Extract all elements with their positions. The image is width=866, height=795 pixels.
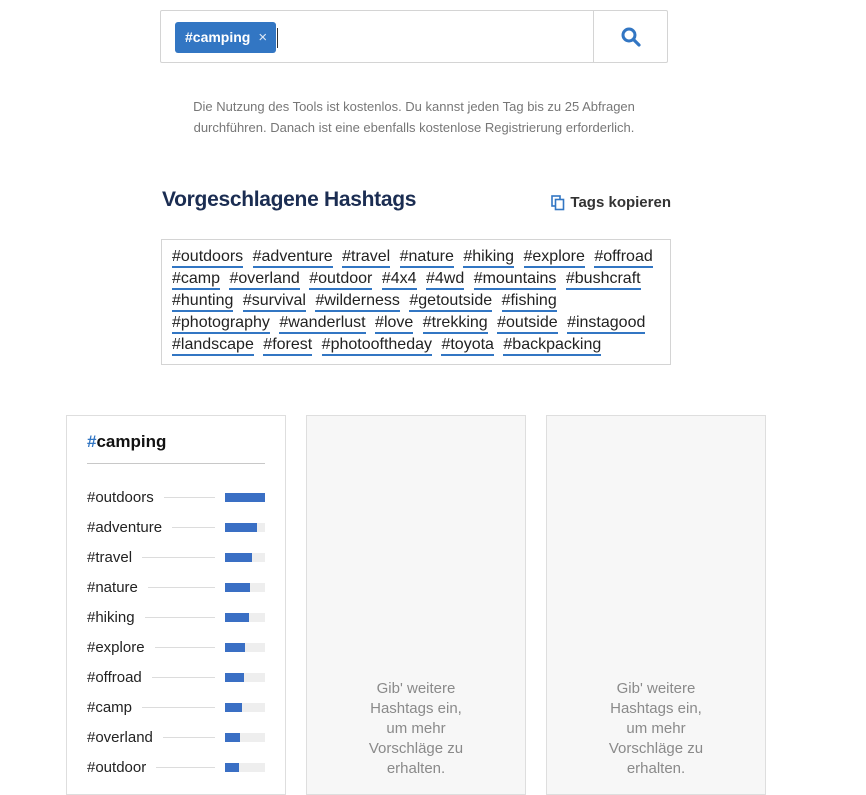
suggested-tag[interactable]: #backpacking	[503, 336, 601, 356]
popularity-bar	[225, 613, 265, 622]
related-hashtag-row[interactable]	[87, 512, 265, 542]
suggested-tag[interactable]: #hiking	[463, 248, 514, 268]
suggested-tag[interactable]: #nature	[400, 248, 454, 268]
row-leader-line	[163, 737, 215, 738]
popularity-bar	[225, 493, 265, 502]
card-divider	[87, 463, 265, 464]
usage-notice: Die Nutzung des Tools ist kostenlos. Du kannst jeden Tag bis zu 25 Abfragen durchführen. Danach ist eine ebenfalls kostenlose Registrierung erforderlich.	[193, 99, 635, 135]
popularity-bar	[225, 523, 265, 532]
popularity-bar-fill	[225, 613, 249, 622]
related-hashtag-label: #nature	[87, 578, 138, 596]
row-leader-line	[164, 497, 215, 498]
related-hashtag-label: #hiking	[87, 608, 135, 626]
suggested-tag[interactable]: #wilderness	[315, 292, 399, 312]
related-hashtag-list	[87, 482, 265, 782]
copy-tags-label: Tags kopieren	[570, 194, 671, 211]
row-leader-line	[148, 587, 215, 588]
suggested-tag[interactable]: #forest	[263, 336, 312, 356]
suggested-tag[interactable]: #fishing	[502, 292, 557, 312]
related-hashtag-row[interactable]	[87, 632, 265, 662]
related-hashtag-row[interactable]	[87, 752, 265, 782]
suggested-tag[interactable]: #overland	[229, 270, 299, 290]
suggested-tag[interactable]: #adventure	[253, 248, 333, 268]
popularity-bar-fill	[225, 553, 252, 562]
empty-text-line: um mehr	[626, 720, 686, 737]
suggested-tag[interactable]: #explore	[524, 248, 585, 268]
empty-text-line: Vorschläge zu	[608, 740, 704, 757]
related-hashtag-row[interactable]	[87, 722, 265, 752]
hashtag-result-card	[66, 415, 286, 795]
empty-card	[546, 415, 766, 795]
copy-icon	[551, 195, 565, 211]
related-hashtag-label: #travel	[87, 548, 133, 566]
popularity-bar-fill	[225, 673, 244, 682]
related-hashtag-row[interactable]	[87, 692, 265, 722]
popularity-bar-fill	[225, 643, 245, 652]
empty-text-line: Hashtags ein,	[370, 700, 462, 717]
suggested-tag[interactable]: #mountains	[474, 270, 557, 290]
empty-text-line: Gib' weitere	[376, 680, 456, 697]
search-button[interactable]	[593, 11, 667, 62]
popularity-bar	[225, 643, 265, 652]
suggested-tag[interactable]: #wanderlust	[279, 314, 365, 334]
empty-text-line: Hashtags ein,	[610, 700, 702, 717]
row-leader-line	[142, 707, 215, 708]
related-hashtag-row[interactable]	[87, 602, 265, 632]
popularity-bar	[225, 673, 265, 682]
popularity-bar	[225, 553, 265, 562]
empty-card	[306, 415, 526, 795]
suggested-tag[interactable]: #offroad	[594, 248, 652, 268]
hashtag-chip[interactable]	[175, 22, 276, 53]
suggested-tag[interactable]: #4x4	[382, 270, 417, 290]
search-input[interactable]	[281, 21, 585, 55]
row-leader-line	[142, 557, 215, 558]
popularity-bar-fill	[225, 763, 239, 772]
suggested-tag[interactable]: #photooftheday	[322, 336, 432, 356]
suggested-tag[interactable]: #outside	[497, 314, 558, 334]
popularity-bar-fill	[225, 493, 265, 502]
suggested-tag[interactable]: #travel	[342, 248, 390, 268]
related-hashtag-label: #explore	[87, 638, 145, 656]
suggested-tags-box	[161, 239, 671, 365]
suggested-tag[interactable]: #outdoor	[309, 270, 372, 290]
popularity-bar-fill	[225, 703, 242, 712]
card-title	[87, 432, 166, 452]
suggested-tag[interactable]: #outdoors	[172, 248, 243, 268]
popularity-bar-fill	[225, 523, 257, 532]
empty-card-text	[307, 679, 525, 779]
suggested-tag[interactable]: #getoutside	[409, 292, 492, 312]
empty-card-text	[547, 679, 765, 779]
row-leader-line	[172, 527, 215, 528]
suggested-tag[interactable]: #camp	[172, 270, 220, 290]
popularity-bar-fill	[225, 733, 240, 742]
empty-text-line: erhalten.	[386, 760, 446, 777]
suggested-tag[interactable]: #bushcraft	[566, 270, 641, 290]
popularity-bar-fill	[225, 583, 250, 592]
empty-text-line: Vorschläge zu	[368, 740, 464, 757]
empty-text-line: Gib' weitere	[616, 680, 696, 697]
popularity-bar	[225, 763, 265, 772]
chip-remove-icon[interactable]: ×	[258, 29, 268, 46]
suggested-tag[interactable]: #landscape	[172, 336, 254, 356]
related-hashtag-label: #camp	[87, 698, 133, 716]
copy-tags-button[interactable]	[551, 194, 671, 211]
suggested-tag[interactable]: #hunting	[172, 292, 233, 312]
suggested-tag[interactable]: #toyota	[441, 336, 493, 356]
popularity-bar	[225, 583, 265, 592]
related-hashtag-row[interactable]	[87, 482, 265, 512]
related-hashtag-label: #adventure	[87, 518, 163, 536]
suggested-tag[interactable]: #photography	[172, 314, 270, 334]
text-caret	[277, 28, 278, 48]
chip-label: #camping	[185, 29, 251, 45]
suggested-tag[interactable]: #instagood	[567, 314, 645, 334]
related-hashtag-row[interactable]	[87, 662, 265, 692]
row-leader-line	[155, 647, 215, 648]
popularity-bar	[225, 703, 265, 712]
related-hashtag-label: #overland	[87, 728, 153, 746]
row-leader-line	[152, 677, 215, 678]
related-hashtag-row[interactable]	[87, 572, 265, 602]
popularity-bar	[225, 733, 265, 742]
related-hashtag-row[interactable]	[87, 542, 265, 572]
row-leader-line	[156, 767, 215, 768]
suggested-tag[interactable]: #survival	[243, 292, 306, 312]
search-icon	[621, 27, 641, 47]
card-title-hash: #	[87, 432, 97, 451]
empty-text-line: erhalten.	[626, 760, 686, 777]
empty-text-line: um mehr	[386, 720, 446, 737]
related-hashtag-label: #offroad	[87, 668, 142, 686]
suggested-tag[interactable]: #4wd	[426, 270, 464, 290]
section-title: Vorgeschlagene Hashtags	[162, 188, 417, 211]
hashtag-search-bar	[160, 10, 668, 63]
related-hashtag-label: #outdoor	[87, 758, 147, 776]
suggested-tag[interactable]: #trekking	[423, 314, 488, 334]
related-hashtag-label: #outdoors	[87, 488, 154, 506]
suggested-tag[interactable]: #love	[375, 314, 413, 334]
row-leader-line	[145, 617, 215, 618]
card-title-name: camping	[96, 432, 167, 451]
